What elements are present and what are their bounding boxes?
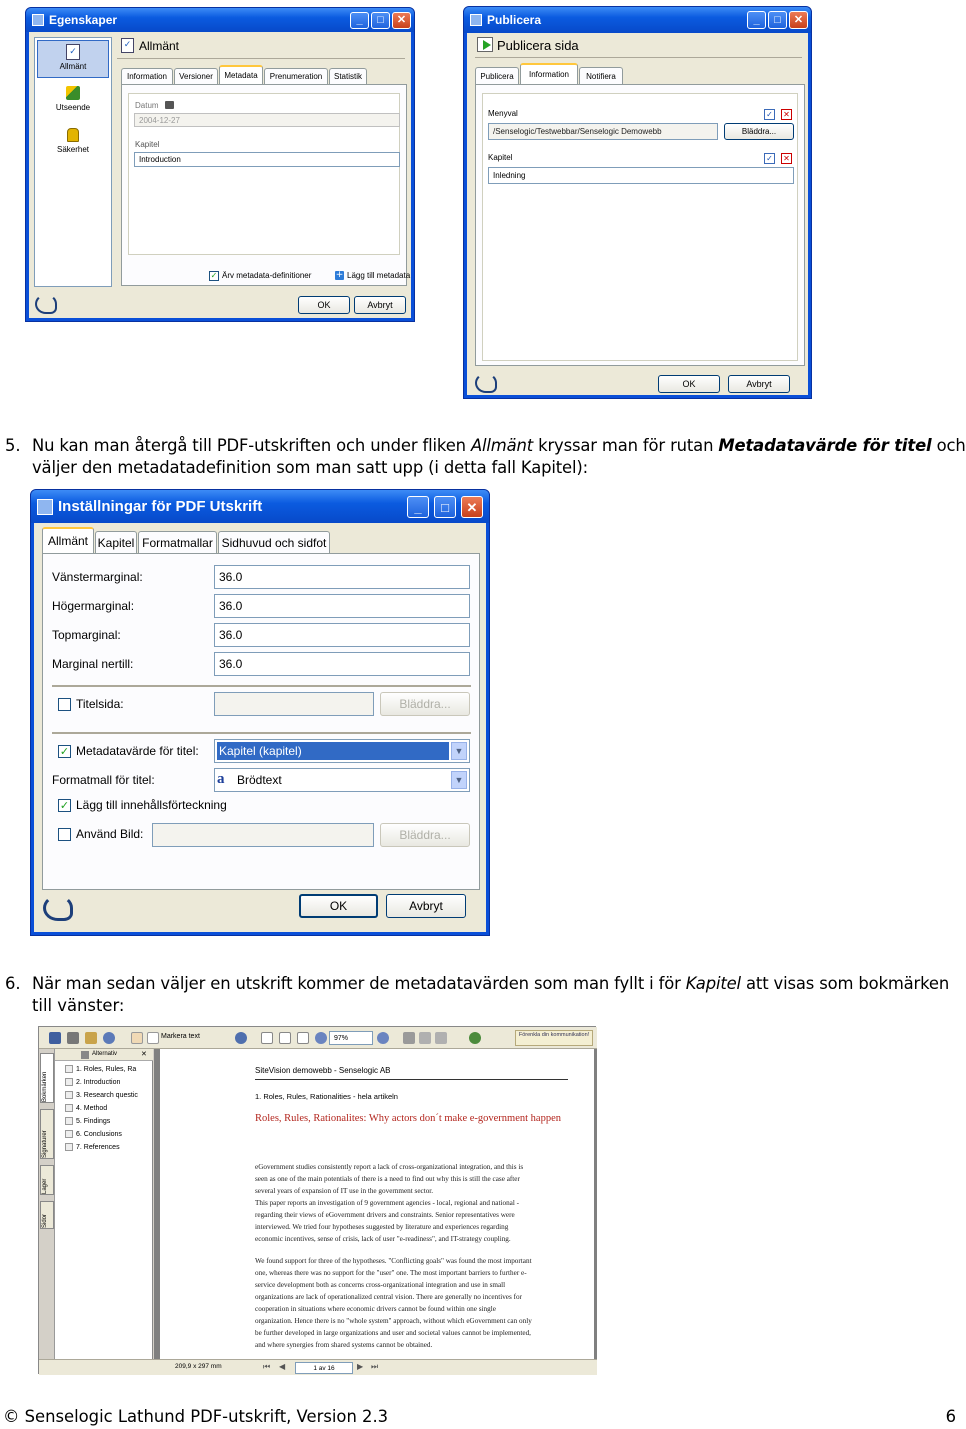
doc-header-rule bbox=[255, 1079, 568, 1080]
bookmark-icon bbox=[65, 1065, 73, 1073]
cancel-button[interactable]: Avbryt bbox=[354, 296, 406, 314]
step-6-line-1 bbox=[32, 973, 949, 995]
bookmark-icon bbox=[65, 1091, 73, 1099]
bookmark-options-icon[interactable] bbox=[81, 1051, 89, 1059]
step-5-checkbox-name: Metadatavärde för titel bbox=[718, 436, 932, 455]
ok-button[interactable]: OK bbox=[658, 375, 720, 393]
prev-page-icon[interactable]: ◀ bbox=[279, 1362, 286, 1371]
bookmark-item[interactable] bbox=[65, 1091, 138, 1099]
bookmark-item[interactable] bbox=[65, 1130, 122, 1138]
close-button[interactable]: ✕ bbox=[461, 496, 483, 518]
page-area bbox=[154, 1049, 597, 1359]
kapitel-label: Kapitel bbox=[135, 140, 160, 149]
titelsida-checkbox[interactable] bbox=[58, 698, 71, 711]
page-heading: Publicera sida bbox=[497, 38, 579, 53]
step-5-tab-name: Allmänt bbox=[470, 436, 534, 455]
zoom-icon[interactable] bbox=[235, 1032, 247, 1044]
metadata-title-checkbox[interactable]: ✓ bbox=[59, 745, 70, 758]
tab-label: Formatmallar bbox=[142, 535, 213, 550]
undo-icon[interactable] bbox=[419, 1032, 431, 1044]
lock-icon bbox=[67, 128, 79, 142]
doc-paragraph-1 bbox=[255, 1161, 523, 1245]
section-divider bbox=[52, 685, 471, 687]
page-number-field[interactable]: 1 av 16 bbox=[295, 1362, 353, 1374]
tab-label: Statistik bbox=[333, 72, 362, 81]
formatmall-select[interactable] bbox=[214, 768, 470, 792]
step-6-number: 6. bbox=[5, 974, 21, 993]
doc-paragraph-2 bbox=[255, 1255, 532, 1351]
pdf-settings-title: Inställningar för PDF Utskrift bbox=[58, 498, 263, 515]
pdf-settings-window bbox=[30, 489, 490, 936]
doc-line: several years of expansion of IT use in the government sector. bbox=[255, 1187, 434, 1195]
left-margin-field[interactable]: 36.0 bbox=[214, 565, 470, 589]
select-text-label[interactable]: Markera text bbox=[161, 1033, 200, 1040]
add-icon: + bbox=[335, 270, 344, 280]
side-tab-label: Bokmärken bbox=[42, 1071, 48, 1102]
doc-title: Roles, Rules, Rationalites: Why actors don´t make e-government happen bbox=[255, 1113, 561, 1124]
egenskaper-body bbox=[29, 32, 411, 318]
doc-line: We found support for three of the hypotheses. "Conflicting goals" was found the most important bbox=[255, 1257, 532, 1265]
computer-icon bbox=[165, 101, 174, 109]
bookmark-panel-header bbox=[55, 1049, 153, 1061]
doc-line: eGovernment studies consistently report a lack of cross-organizational integration, and this is bbox=[255, 1163, 524, 1171]
tab-label: Sidhuvud och sidfot bbox=[221, 535, 327, 550]
tab-label: Allmänt bbox=[47, 534, 88, 548]
window-icon bbox=[470, 14, 482, 26]
heading-divider bbox=[475, 57, 802, 58]
step-5-line-2: väljer den metadatadefinition som man satt upp (i detta fall Kapitel): bbox=[32, 458, 589, 477]
tab-information[interactable] bbox=[121, 68, 173, 84]
doc-line: be further developed in large organizations and user and societal values cannot be implemented, bbox=[255, 1329, 531, 1337]
tab-label: Metadata bbox=[224, 71, 258, 80]
doc-line: economic incentives, sense of crisis, lack of user "e-readiness", and IT-strategy coupling. bbox=[255, 1235, 511, 1243]
tab-label: Notifiera bbox=[586, 71, 616, 81]
pdf-viewer bbox=[38, 1026, 596, 1374]
tab-kapitel[interactable] bbox=[95, 531, 137, 553]
bookmark-item[interactable] bbox=[65, 1117, 110, 1125]
chevron-down-icon[interactable]: ▼ bbox=[451, 742, 467, 760]
bookmark-label: 1. Roles, Rules, Ra bbox=[76, 1065, 137, 1073]
bookmark-item[interactable] bbox=[65, 1104, 107, 1112]
doc-line: seen as one of the main potentials of there is a need to find out why this is still the case after bbox=[255, 1175, 520, 1183]
doc-line: regarding their views of eGovernment drivers and constraints. Senior representatives were bbox=[255, 1211, 515, 1219]
senselogic-logo-icon bbox=[475, 373, 497, 393]
bookmark-label: 4. Method bbox=[76, 1104, 108, 1112]
checklist-icon: ✓ bbox=[66, 44, 80, 60]
minimize-button[interactable]: _ bbox=[407, 496, 429, 518]
tab-notifiera[interactable] bbox=[579, 67, 623, 84]
side-tab-bookmarks[interactable] bbox=[40, 1053, 54, 1103]
margin-label: Högermarginal: bbox=[52, 599, 135, 613]
minimize-button[interactable]: _ bbox=[350, 12, 369, 29]
titelsida-field bbox=[214, 692, 374, 716]
kapitel-field[interactable]: Introduction bbox=[134, 152, 400, 167]
tab-allmant[interactable] bbox=[42, 527, 94, 553]
hand-icon[interactable] bbox=[131, 1032, 143, 1044]
side-tab-label: Sidor bbox=[42, 1213, 48, 1228]
page-icon[interactable] bbox=[261, 1032, 273, 1044]
maximize-button[interactable]: □ bbox=[768, 11, 787, 29]
doc-line: organizations are lack of operationalized central vision. There are generally no incentives for bbox=[255, 1293, 522, 1301]
maximize-button[interactable]: □ bbox=[434, 496, 456, 518]
margin-label: Vänstermarginal: bbox=[52, 570, 143, 584]
side-tab-pages[interactable] bbox=[40, 1201, 54, 1229]
kapitel-label: Kapitel bbox=[488, 153, 513, 162]
bookmark-icon bbox=[65, 1130, 73, 1138]
datum-label: Datum bbox=[135, 101, 159, 110]
senselogic-logo-icon bbox=[35, 294, 57, 314]
bookmark-item[interactable] bbox=[65, 1065, 136, 1073]
zoom-field[interactable]: 97% bbox=[329, 1031, 373, 1045]
tab-sidhuvud-och-sidfot[interactable] bbox=[218, 531, 330, 553]
footer-copyright: © Senselogic Lathund PDF-utskrift, Version 2.3 bbox=[3, 1407, 389, 1426]
bookmark-label: 3. Research questic bbox=[76, 1091, 138, 1099]
use-image-browse-button[interactable]: Bläddra... bbox=[380, 823, 470, 847]
tab-metadata[interactable] bbox=[219, 65, 263, 84]
sidebar-item-label: Utseende bbox=[55, 103, 91, 112]
metadata-title-select[interactable] bbox=[214, 739, 470, 763]
tab-label: Information bbox=[528, 70, 570, 79]
publicera-title: Publicera bbox=[487, 13, 542, 27]
tab-label: Prenumeration bbox=[269, 72, 323, 81]
pdf-page bbox=[160, 1049, 594, 1359]
step-5-line-1 bbox=[32, 435, 966, 457]
side-tab-layers[interactable] bbox=[40, 1165, 54, 1195]
window-icon bbox=[37, 499, 53, 515]
next-page-icon[interactable]: ▶ bbox=[357, 1362, 364, 1371]
tab-label: Versioner bbox=[179, 72, 213, 81]
page-size-label: 209,9 x 297 mm bbox=[175, 1363, 222, 1370]
use-image-checkbox[interactable] bbox=[58, 828, 71, 841]
bookmark-item[interactable] bbox=[65, 1078, 120, 1086]
approve-icon[interactable]: ✓ bbox=[764, 109, 775, 120]
step-6-text: att visas som bokmärken bbox=[740, 974, 950, 993]
side-tab-label: Lager bbox=[42, 1178, 48, 1194]
delete-icon[interactable]: ✕ bbox=[781, 109, 792, 120]
side-tab-signatures[interactable] bbox=[40, 1109, 54, 1159]
cancel-button[interactable]: Avbryt bbox=[386, 894, 466, 918]
minimize-button[interactable]: _ bbox=[747, 11, 766, 29]
step-5-text: Nu kan man återgå till PDF-utskriften och under fliken bbox=[32, 436, 471, 455]
step-6-field-name: Kapitel bbox=[685, 974, 741, 993]
sidebar-item-allmant[interactable] bbox=[37, 40, 109, 78]
top-margin-field[interactable]: 36.0 bbox=[214, 623, 470, 647]
doc-line: interviewed. We tried four hypotheses suggested by literature and experiences regarding bbox=[255, 1223, 509, 1231]
bookmark-label: 5. Findings bbox=[76, 1117, 111, 1125]
close-button[interactable]: ✕ bbox=[392, 12, 411, 29]
metadata-title-label: Metadatavärde för titel: bbox=[76, 744, 199, 758]
help-icon[interactable] bbox=[469, 1032, 481, 1044]
inherit-checkbox[interactable]: ✓ bbox=[210, 271, 218, 280]
search-icon[interactable] bbox=[103, 1032, 115, 1044]
tab-label: Publicera bbox=[480, 71, 514, 81]
publicera-body bbox=[467, 33, 808, 395]
redo-icon[interactable] bbox=[435, 1032, 447, 1044]
metadata-title-value: Kapitel (kapitel) bbox=[217, 742, 449, 760]
email-icon[interactable] bbox=[85, 1032, 97, 1044]
rotate-icon[interactable] bbox=[403, 1032, 415, 1044]
zoom-out-icon[interactable] bbox=[315, 1032, 327, 1044]
toc-checkbox[interactable]: ✓ bbox=[59, 799, 70, 812]
pdf-settings-body bbox=[34, 523, 486, 932]
ok-button[interactable]: OK bbox=[299, 894, 378, 918]
style-a-icon: a bbox=[217, 771, 225, 787]
step-6-text: När man sedan väljer en utskrift kommer de metadatavärden som man fyllt i för bbox=[32, 974, 686, 993]
tab-label: Kapitel bbox=[97, 535, 135, 550]
formatmall-label: Formatmall för titel: bbox=[52, 773, 155, 787]
titelsida-browse-button[interactable]: Bläddra... bbox=[380, 692, 470, 716]
select-text-icon[interactable] bbox=[147, 1032, 159, 1044]
titelsida-label: Titelsida: bbox=[76, 697, 124, 711]
bookmark-panel-close-icon[interactable]: ✕ bbox=[141, 1051, 147, 1058]
print-icon[interactable] bbox=[67, 1032, 79, 1044]
first-page-icon[interactable]: ⏮ bbox=[263, 1362, 271, 1371]
last-page-icon[interactable]: ⏭ bbox=[371, 1362, 379, 1371]
toc-label: Lägg till innehållsförteckning bbox=[76, 798, 227, 812]
step-6-line-2: till vänster: bbox=[32, 996, 125, 1015]
margin-label: Marginal nertill: bbox=[52, 657, 134, 671]
margin-label: Topmarginal: bbox=[52, 628, 121, 642]
brush-icon bbox=[66, 86, 80, 100]
menyval-label: Menyval bbox=[488, 109, 518, 118]
side-tab-label: Signaturer bbox=[42, 1130, 48, 1158]
heading-divider bbox=[117, 58, 405, 59]
doc-section-title: 1. Roles, Rules, Rationalities - hela artikeln bbox=[255, 1092, 398, 1101]
section-divider bbox=[52, 732, 471, 734]
tab-publicera[interactable] bbox=[475, 67, 519, 84]
cancel-button[interactable]: Avbryt bbox=[728, 375, 790, 393]
viewer-statusbar bbox=[39, 1359, 597, 1375]
approve-icon[interactable]: ✓ bbox=[764, 153, 775, 164]
viewer-toolbar bbox=[39, 1027, 597, 1049]
doc-line: and where synergies from shared systems cannot be obtained. bbox=[255, 1341, 433, 1349]
use-image-field bbox=[152, 823, 374, 847]
doc-line: organization. Hence there is no "whole system" approach, without which eGovernment can only bbox=[255, 1317, 532, 1325]
datum-field: 2004-12-27 bbox=[134, 113, 400, 127]
bookmark-label: 2. Introduction bbox=[76, 1078, 121, 1086]
bookmark-item[interactable] bbox=[65, 1143, 120, 1151]
doc-header: SiteVision demowebb - Senselogic AB bbox=[255, 1066, 391, 1075]
bookmark-label: 6. Conclusions bbox=[76, 1130, 122, 1138]
page-heading: Allmänt bbox=[139, 39, 180, 53]
publish-arrow-icon bbox=[477, 37, 493, 52]
step-5-text: kryssar man för rutan bbox=[533, 436, 719, 455]
maximize-button[interactable]: □ bbox=[371, 12, 390, 29]
sidebar-item-label: Säkerhet bbox=[56, 145, 90, 154]
egenskaper-title: Egenskaper bbox=[49, 13, 118, 27]
use-image-label: Använd Bild: bbox=[76, 827, 144, 841]
formatmall-value: Brödtext bbox=[237, 773, 282, 787]
tab-versioner[interactable] bbox=[174, 68, 218, 84]
bookmark-icon bbox=[65, 1143, 73, 1151]
inherit-label: Ärv metadata-definitioner bbox=[222, 271, 312, 280]
kapitel-field[interactable]: Inledning bbox=[488, 167, 794, 184]
tab-label: Information bbox=[126, 72, 168, 81]
step-5-number: 5. bbox=[5, 436, 21, 455]
doc-line: one, whereas there was no support for the "user" one. The most important barriers to further e- bbox=[255, 1269, 527, 1277]
sidebar-item-label: Allmänt bbox=[59, 62, 87, 71]
zoom-in-icon[interactable] bbox=[377, 1032, 389, 1044]
tab-formatmallar[interactable] bbox=[138, 531, 217, 553]
save-icon[interactable] bbox=[49, 1032, 61, 1044]
metadata-panel bbox=[121, 84, 411, 286]
publicera-window bbox=[463, 6, 812, 399]
bookmark-label: 7. References bbox=[76, 1143, 120, 1151]
doc-line: This paper reports an investigation of 9 government agencies - local, regional and national - bbox=[255, 1199, 520, 1207]
right-margin-field[interactable]: 36.0 bbox=[214, 594, 470, 618]
bookmark-icon bbox=[65, 1078, 73, 1086]
fit-width-icon[interactable] bbox=[297, 1032, 309, 1044]
browse-button[interactable]: Bläddra... bbox=[724, 123, 794, 140]
window-icon bbox=[32, 14, 44, 26]
ok-button[interactable]: OK bbox=[298, 296, 350, 314]
egenskaper-window bbox=[25, 7, 415, 322]
menyval-field: /Senselogic/Testwebbar/Senselogic Demowebb bbox=[488, 123, 718, 140]
allmant-panel bbox=[42, 553, 480, 890]
chevron-down-icon[interactable]: ▼ bbox=[451, 771, 467, 789]
bookmark-options-label[interactable]: Alternativ bbox=[92, 1051, 118, 1057]
bottom-margin-field[interactable]: 36.0 bbox=[214, 652, 470, 676]
side-tab-strip bbox=[39, 1049, 55, 1359]
allmant-heading-icon: ✓ bbox=[121, 38, 134, 53]
bookmark-icon bbox=[65, 1104, 73, 1112]
senselogic-logo-icon bbox=[43, 895, 73, 921]
close-button[interactable]: ✕ bbox=[789, 11, 808, 29]
doc-line: service development both as concerns cross-organizational integration and use in small bbox=[255, 1281, 506, 1289]
bookmark-icon bbox=[65, 1117, 73, 1125]
step-5-text: och bbox=[931, 436, 966, 455]
delete-icon[interactable]: ✕ bbox=[781, 153, 792, 164]
sidebar-item-utseende[interactable] bbox=[37, 84, 109, 120]
information-panel bbox=[475, 84, 805, 366]
footer-page-number: 6 bbox=[945, 1407, 956, 1426]
fit-page-icon[interactable] bbox=[279, 1032, 291, 1044]
brand-text: Förenkla din kommunikation! bbox=[518, 1032, 590, 1038]
bookmark-panel bbox=[55, 1049, 153, 1359]
tab-information[interactable] bbox=[520, 63, 578, 84]
sidebar-item-sakerhet[interactable] bbox=[37, 126, 109, 162]
brand-logo bbox=[515, 1030, 593, 1046]
tab-statistik[interactable] bbox=[329, 68, 367, 84]
add-metadata-link[interactable]: Lägg till metadata bbox=[347, 271, 411, 280]
egenskaper-sidebar bbox=[34, 37, 112, 287]
doc-line: cooperation in situations where economic drivers cannot be found within one single bbox=[255, 1305, 496, 1313]
tab-prenumeration[interactable] bbox=[264, 68, 328, 84]
